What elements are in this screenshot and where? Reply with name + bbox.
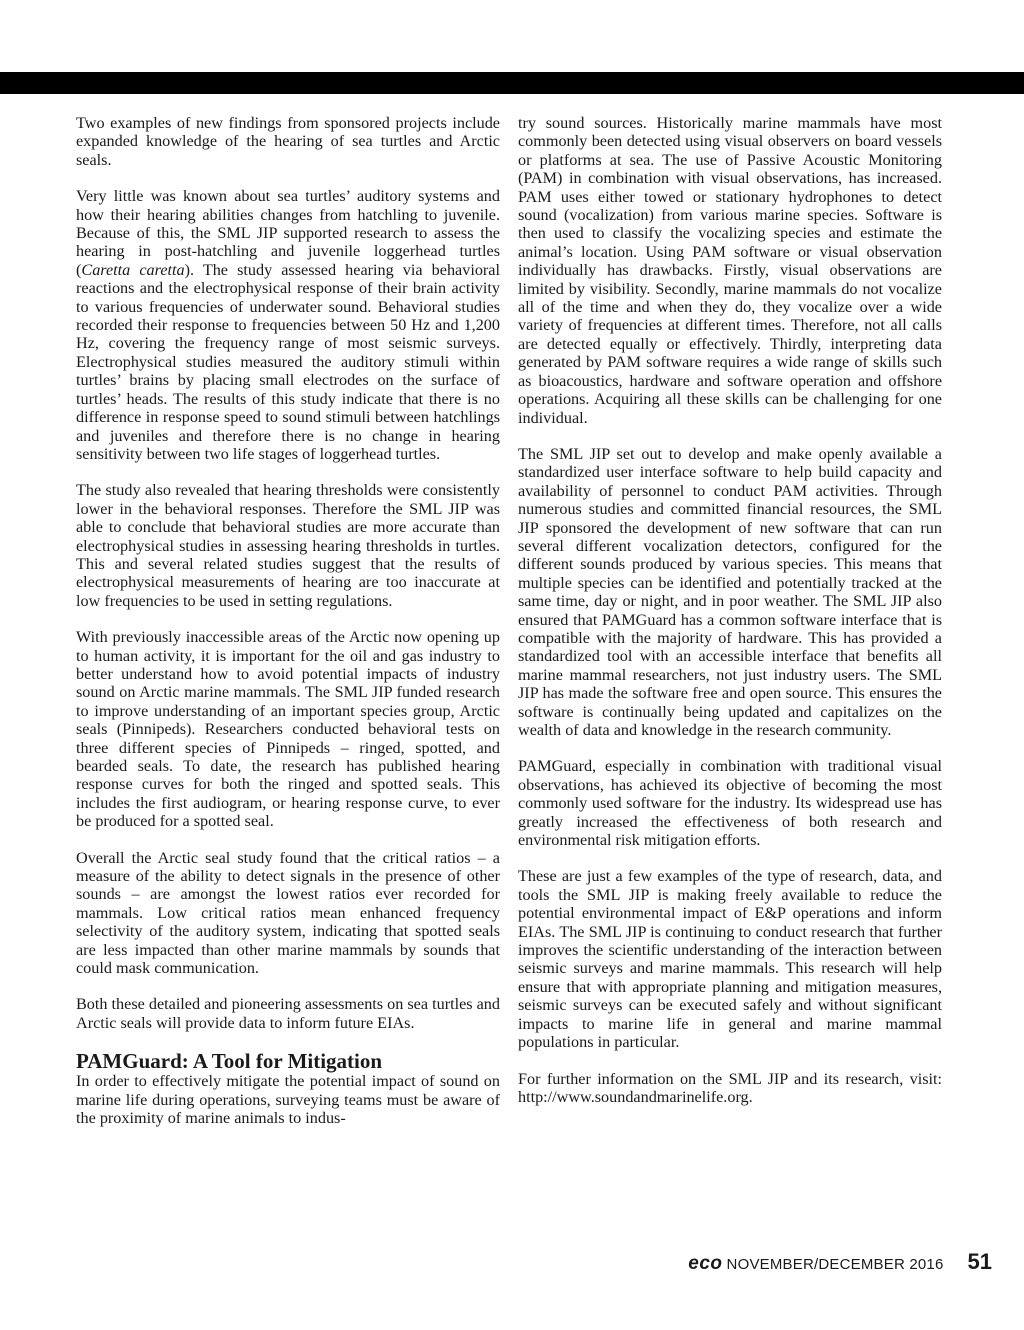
paragraph: PAMGuard, especially in combination with traditional visual observations, has achieved its objective of becoming the most commonly used software for the industry. Its widespread use has greatly increased the effectiveness of both research and environmental risk mitigation efforts.	[518, 757, 942, 850]
paragraph: In order to effectively mitigate the potential impact of sound on marine life during operations, surveying teams must be aware of the proximity of marine animals to indus-	[76, 1072, 500, 1128]
paragraph: With previously inaccessible areas of the Arctic now opening up to human activity, it is important for the oil and gas industry to better understand how to avoid potential impacts of industry sound on Arctic marine mammals. The SML JIP funded research to improve understanding of an important species group, Arctic seals (Pinnipeds). Researchers conducted behavioral tests on three different species of Pinnipeds – ringed, spotted, and bearded seals. To date, the research has published hearing response curves for both the ringed and spotted seals. This includes the first audiogram, or hearing response curve, to ever be produced for a spotted seal.	[76, 628, 500, 831]
species-name: Caretta caretta	[81, 260, 185, 279]
left-column	[76, 114, 500, 1146]
paragraph: Overall the Arctic seal study found that the critical ratios – a measure of the ability to detect signals in the presence of other sounds – are amongst the lowest ratios ever recorded for mammals. Low critical ratios mean enhanced frequency selectivity of the auditory system, indicating that spotted seals are less impacted than other marine mammals by sounds that could mask communication.	[76, 848, 500, 978]
page-number: 51	[967, 1249, 992, 1274]
page-footer	[688, 1249, 992, 1274]
paragraph: Both these detailed and pioneering assessments on sea turtles and Arctic seals will provide data to inform future EIAs.	[76, 995, 500, 1032]
paragraph-text: Very little was known about sea turtles’ auditory systems and how their hearing abilities changes from hatchling to juvenile. Because of this, the SML JIP supported research to assess the hearing in post-hatchling and juvenile loggerhead turtles (	[76, 187, 500, 279]
issue-date: NOVEMBER/DECEMBER 2016	[726, 1256, 944, 1273]
paragraph: The study also revealed that hearing thresholds were consistently lower in the behavioral responses. Therefore the SML JIP was able to conclude that behavioral studies are more accurate than electrophysical studies in assessing hearing thresholds in turtles. This and several related studies suggest that the results of electrophysical measurements of hearing are too inaccurate at low frequencies to be used in setting regulations.	[76, 481, 500, 610]
header-bar	[0, 72, 1024, 94]
paragraph	[76, 187, 500, 463]
section-heading: PAMGuard: A Tool for Mitigation	[76, 1049, 383, 1074]
paragraph: These are just a few examples of the type of research, data, and tools the SML JIP is making freely available to reduce the potential environmental impact of E&P operations and inform EIAs. The SML JIP is continuing to conduct research that further improves the scientific understanding of the interaction between seismic surveys and marine mammals. This research will help ensure that with appropriate planning and mitigation measures, seismic surveys can be executed safely and without significant impacts to marine life in general and marine mammal populations in particular.	[518, 867, 942, 1052]
paragraph-text: ). The study assessed hearing via behavioral reactions and the electrophysical response of their brain activity to various frequencies of underwater sound. Behavioral studies recorded their response to frequencies between 50 Hz and 1,200 Hz, covering the frequency range of most seismic surveys. Electrophysical studies measured the auditory stimuli within turtles’ brains by placing small electrodes on the surface of turtles’ heads. The results of this study indicate that there is no difference in response speed to sound stimuli between hatchlings and juveniles and therefore there is no change in hearing sensitivity between two life stages of loggerhead turtles.	[76, 260, 500, 463]
right-column	[518, 114, 942, 1124]
paragraph: try sound sources. Historically marine mammals have most commonly been detected using visual observers on board vessels or platforms at sea. The use of Passive Acoustic Monitoring (PAM) in combination with visual observations, has increased. PAM uses either towed or stationary hydrophones to detect sound (vocalization) from various marine species. Software is then used to classify the vocalizing species and estimate the animal’s location. Using PAM software or visual observation individually has drawbacks. Firstly, visual observations are limited by visibility. Secondly, marine mammals do not vocalize all of the time and when they do, they vocalize over a wide variety of frequencies at different times. Therefore, not all calls are detected equally or effectively. Thirdly, interpreting data generated by PAM software requires a wide range of skills such as bioacoustics, hardware and software operation and offshore operations. Acquiring all these skills can be challenging for one individual.	[518, 114, 942, 427]
paragraph: The SML JIP set out to develop and make openly available a standardized user interface software to help build capacity and availability of personnel to conduct PAM activities. Through numerous studies and committed financial resources, the SML JIP sponsored the development of new software that can run several different vocalization detectors, configured for the different sounds produced by various species. This means that multiple species can be identified and potentially tracked at the same time, day or night, and in poor weather. The SML JIP also ensured that PAMGuard has a common software interface that is compatible with the majority of hardware. This has provided a standardized tool with an accessible interface that benefits all marine mammal researchers, not just industry users. The SML JIP has made the software free and open source. This ensures the software is continually being updated and capitalizes on the wealth of data and knowledge in the research community.	[518, 444, 942, 739]
paragraph: For further information on the SML JIP and its research, visit: http://www.soundandmarinelife.org.	[518, 1069, 942, 1106]
paragraph: Two examples of new findings from sponsored projects include expanded knowledge of the hearing of sea turtles and Arctic seals.	[76, 114, 500, 169]
magazine-logo: eco	[688, 1253, 723, 1274]
